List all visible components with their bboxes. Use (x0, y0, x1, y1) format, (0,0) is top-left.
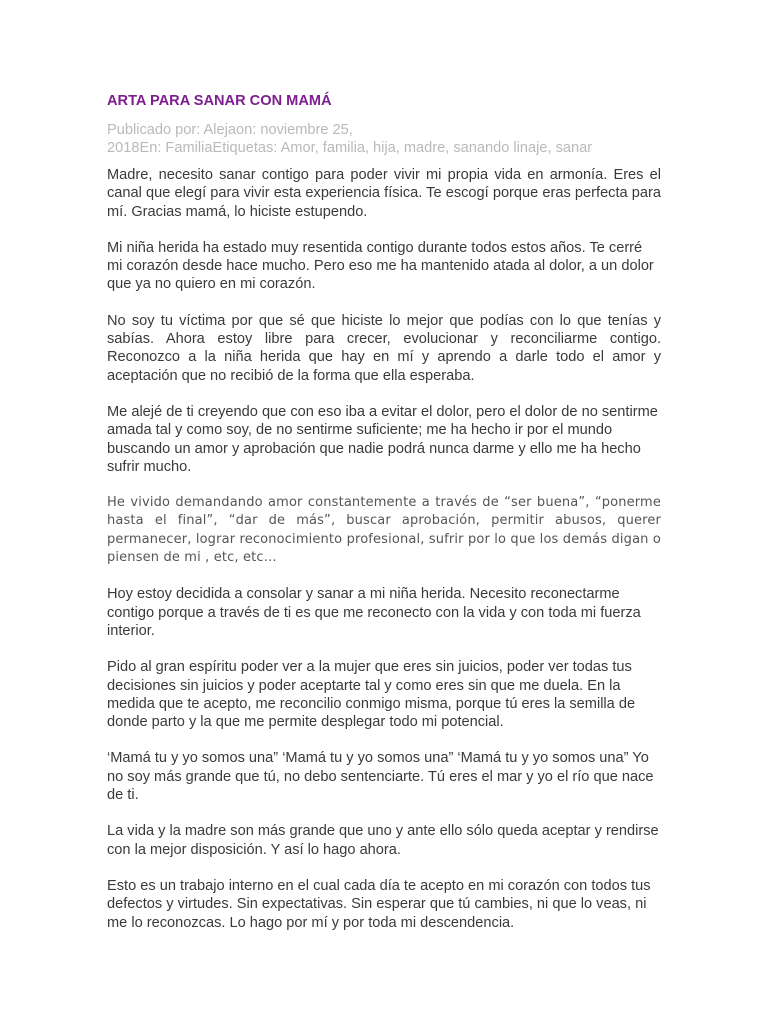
document-title: ARTA PARA SANAR CON MAMÁ (107, 93, 332, 109)
paragraph: Madre, necesito sanar contigo para poder vivir mi propia vida en armonía. Eres el canal que elegí para vivir esta experiencia física. Te escogí porque eras perfecta para mí. Gracias mamá, lo hiciste estupendo. (107, 167, 661, 220)
paragraph: Mi niña herida ha estado muy resentida contigo durante todos estos años. Te cerré mi corazón desde hace mucho. Pero eso me ha mantenido atada al dolor, a un dolor que ya no quiero en mi corazón. (107, 239, 654, 293)
document-page (107, 92, 661, 950)
paragraph: Hoy estoy decidida a consolar y sanar a mi niña herida. Necesito reconectarme contigo porque a través de ti es que me reconecto con la vida y con toda mi fuerza interior. (107, 586, 641, 639)
paragraph: ‘Mamá tu y yo somos una” ‘Mamá tu y yo somos una” ‘Mamá tu y yo somos una” Yo no soy más grande que tú, no debo sentenciarte. Tú eres el mar y yo el río que nace de ti. (107, 750, 654, 804)
paragraph: Pido al gran espíritu poder ver a la mujer que eres sin juicios, poder ver todas tus decisiones sin juicios y poder aceptarte tal y como eres sin que me duela. En la medida que te acepto, me reconcilio conmigo misma, porque tú eres la semilla de donde parto y la que me permite desplegar todo mi potencial. (107, 659, 636, 731)
post-meta (107, 121, 661, 157)
paragraph: He vivido demandando amor constantemente a través de “ser buena”, “ponerme hasta el final”, “dar de más”, buscar aprobación, permitir abusos, querer permanecer, lograr reconocimiento profesional, sufrir por lo que los demás digan o piensen de mi , etc, etc… (107, 495, 661, 566)
paragraph: La vida y la madre son más grande que uno y ante ello sólo queda aceptar y rendirse con la mejor disposición. Y así lo hago ahora. (107, 823, 659, 858)
paragraph: No soy tu víctima por que sé que hiciste lo mejor que podías con lo que tenías y sabías. Ahora estoy libre para crecer, evolucionar y reconciliarme contigo. Reconozco a la niña herida que hay en mí y aprendo a darle todo el amor y aceptación que no recibió de la forma que ella esperaba. (107, 312, 661, 384)
post-meta-tags: 2018En: FamiliaEtiquetas: Amor, familia, hija, madre, sanando linaje, sanar (107, 140, 593, 156)
paragraph: Esto es un trabajo interno en el cual cada día te acepto en mi corazón con todos tus defectos y virtudes. Sin expectativas. Sin esperar que tú cambies, ni que lo veas, ni me lo reconozcas. Lo hago por mí y por toda mi descendencia. (107, 877, 651, 931)
post-meta-date: Publicado por: Alejaon: noviembre 25, (107, 122, 353, 138)
paragraph: Me alejé de ti creyendo que con eso iba a evitar el dolor, pero el dolor de no sentirme amada tal y como soy, de no sentirme suficiente; me ha hecho ir por el mundo buscando un amor y aprobación que nadie podrá nunca darme y ello me ha hecho sufrir mucho. (107, 403, 658, 475)
